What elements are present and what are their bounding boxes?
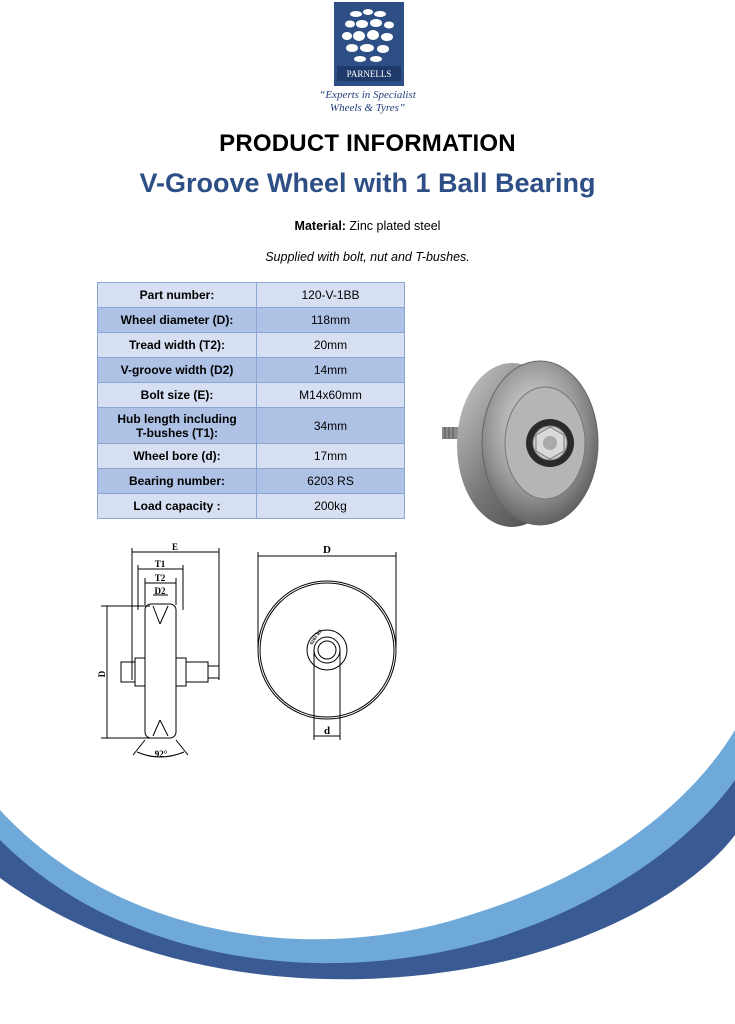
material-label: Material: <box>294 219 346 233</box>
spec-value: 34mm <box>257 408 405 444</box>
spec-row <box>98 444 405 469</box>
supplied-note: Supplied with bolt, nut and T-bushes. <box>265 250 470 264</box>
spec-label: Tread width (T2): <box>98 333 257 358</box>
spec-value: 14mm <box>257 358 405 383</box>
spec-label-line1: Hub length including <box>117 411 237 426</box>
spec-row <box>98 308 405 333</box>
label-angle: 92° <box>154 749 168 759</box>
tagline-line2: Wheels & Tyres” <box>329 102 406 114</box>
spec-row <box>98 333 405 358</box>
spec-value: 6203 RS <box>257 469 405 494</box>
label-bore: d <box>323 725 331 737</box>
label-diameter: D <box>323 544 331 556</box>
spec-label-line2: T-bushes (T1): <box>135 425 218 440</box>
label-t1: T1 <box>154 559 166 569</box>
spec-value: 20mm <box>257 333 405 358</box>
spec-value: 120-V-1BB <box>257 283 405 308</box>
label-d: D <box>97 670 107 678</box>
spec-row <box>98 283 405 308</box>
spec-label: Bearing number: <box>98 469 257 494</box>
material-line <box>0 219 735 233</box>
spec-label: Bolt size (E): <box>98 383 257 408</box>
label-bearing: 6203 RS <box>309 628 324 647</box>
spec-row <box>98 469 405 494</box>
parnells-logo <box>334 2 404 86</box>
spec-row <box>98 494 405 519</box>
spec-label: Wheel diameter (D): <box>98 308 257 333</box>
spec-value: 118mm <box>257 308 405 333</box>
brand-name: PARNELLS <box>346 69 392 79</box>
wheel-photo <box>430 355 610 535</box>
material-value: Zinc plated steel <box>345 219 441 233</box>
spec-value: 17mm <box>257 444 405 469</box>
label-t2: T2 <box>154 573 166 583</box>
tagline-line1: “Experts in Specialist <box>319 89 416 101</box>
spec-label <box>98 408 257 444</box>
spec-label: V-groove width (D2) <box>98 358 257 383</box>
spec-label: Load capacity : <box>98 494 257 519</box>
spec-table <box>97 282 405 519</box>
product-title: V-Groove Wheel with 1 Ball Bearing <box>139 168 596 198</box>
spec-row <box>98 408 405 444</box>
page-heading: PRODUCT INFORMATION <box>219 130 516 157</box>
spec-label: Part number: <box>98 283 257 308</box>
spec-value: M14x60mm <box>257 383 405 408</box>
spec-row <box>98 383 405 408</box>
label-e: E <box>171 542 179 552</box>
spec-value: 200kg <box>257 494 405 519</box>
decorative-swoosh <box>0 700 735 1024</box>
spec-row <box>98 358 405 383</box>
spec-label: Wheel bore (d): <box>98 444 257 469</box>
label-d2: D2 <box>154 586 166 596</box>
